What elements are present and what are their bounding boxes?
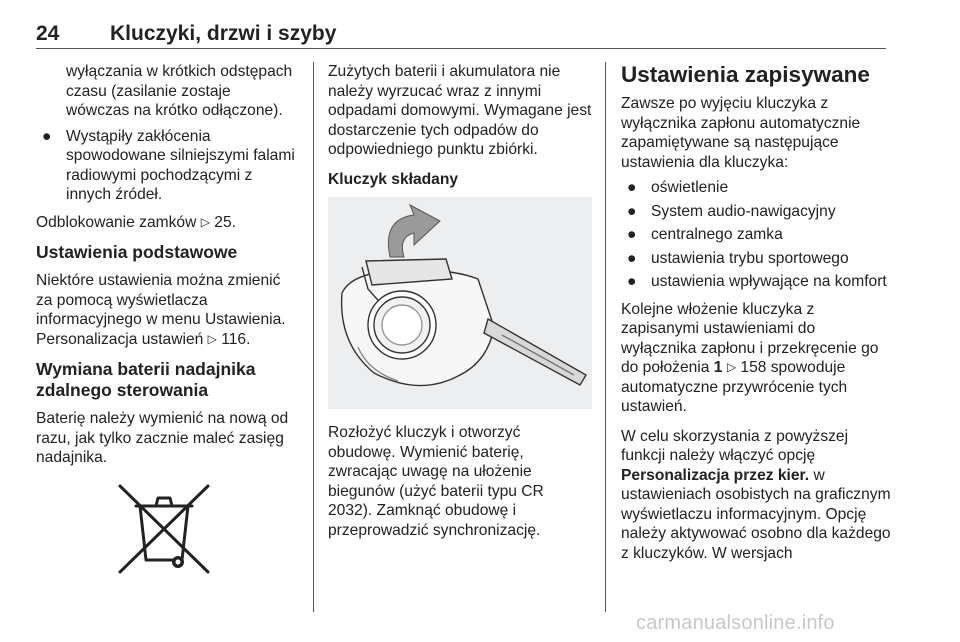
list-item-text: System audio-nawigacyjny xyxy=(651,202,836,220)
restore-paragraph xyxy=(621,300,891,417)
list-item-text: centralnego zamka xyxy=(651,226,783,243)
basic-text: Niektóre ustawienia można zmienić za pomocą wyświetlacza informacyjnego w menu Ustawienia. Personalizacja ustawień xyxy=(36,272,286,348)
saved-settings-list xyxy=(621,178,891,292)
bullet-icon: ● xyxy=(627,202,637,220)
list-item xyxy=(36,127,298,205)
list-item xyxy=(621,272,891,292)
restore-text: Kolejne włożenie kluczyka z zapisanymi ustawieniami do wyłącznika zapłonu i przekręcenie go do położenia xyxy=(621,300,879,376)
option-label: Personalizacja przez kier. xyxy=(621,466,810,484)
running-title: Kluczyki, drzwi i szyby xyxy=(110,22,337,45)
list-item xyxy=(621,178,891,198)
column-right xyxy=(621,62,891,573)
option-text-b: w ustawieniach osobistych na graficznym wyświetlaczu informacyjnym. Opcję należy aktywować osobno dla każdego z kluczyków. W wersjach xyxy=(621,466,891,562)
unlock-paragraph xyxy=(36,213,298,233)
column-divider-2 xyxy=(605,62,606,612)
basic-paragraph xyxy=(36,271,298,349)
column-left xyxy=(36,62,298,574)
option-text-a: W celu skorzystania z powyższej funkcji należy włączyć opcję xyxy=(621,427,849,464)
list-item xyxy=(621,202,891,222)
bullet-list xyxy=(36,127,298,205)
steps-paragraph: Rozłożyć kluczyk i otworzyć obudowę. Wymienić baterię, zwracając uwagę na ułożenie biegunów (użyć baterii typu CR 2032). Zamknąć obudowę i przeprowadzić synchronizację. xyxy=(328,424,544,539)
list-item-text: ustawienia wpływające na komfort xyxy=(651,273,887,290)
ignition-position: 1 xyxy=(713,359,723,376)
list-item-text: Wystąpiły zakłócenia spowodowane silniejszymi falami radiowymi pochodzącymi z innych źródeł. xyxy=(66,127,295,203)
bullet-icon: ● xyxy=(627,226,637,243)
list-item-text: oświetlenie xyxy=(651,179,729,196)
bullet-icon: ● xyxy=(627,273,637,290)
folding-key-illustration xyxy=(328,197,592,409)
ref-arrow-icon: ▷ xyxy=(207,331,217,346)
column-divider-1 xyxy=(313,62,314,612)
heading-basic-settings: Ustawienia podstawowe xyxy=(36,242,238,262)
ref-arrow-icon: ▷ xyxy=(200,214,210,229)
ref-arrow-icon: ▷ xyxy=(726,360,737,374)
page-number: 24 xyxy=(36,22,60,45)
heading-battery-replacement: Wymiana baterii nadajnika zdalnego sterowania xyxy=(36,359,256,400)
unlock-page-ref[interactable]: 25. xyxy=(214,213,236,231)
list-item xyxy=(621,225,891,245)
heading-saved-settings: Ustawienia zapisywane xyxy=(621,62,870,87)
list-item-text: ustawienia trybu sportowego xyxy=(651,249,849,267)
bullet-icon: ● xyxy=(42,127,52,145)
bullet-icon: ● xyxy=(627,179,637,196)
watermark: carmanualsonline.info xyxy=(636,612,835,634)
column-middle xyxy=(328,62,592,550)
page-header xyxy=(36,0,886,50)
subheading-folding-key: Kluczyk składany xyxy=(328,170,459,188)
continued-bullet-text: wyłączania w krótkich odstępach czasu (zasilanie zostaje wówczas na krótko odłączone). xyxy=(66,63,293,119)
header-rule xyxy=(36,48,886,49)
disposal-paragraph: Zużytych baterii i akumulatora nie należy wyrzucać wraz z innymi odpadami domowymi. Wymagane jest dostarczenie tych odpadów do odpowiedniego punktu zbiórki. xyxy=(328,63,592,158)
unlock-text: Odblokowanie zamków xyxy=(36,213,197,231)
crossed-bin-icon xyxy=(116,482,212,574)
battery-paragraph: Baterię należy wymienić na nową od razu, jak tylko zacznie maleć zasięg nadajnika. xyxy=(36,410,289,466)
option-paragraph xyxy=(621,427,891,564)
basic-page-ref[interactable]: 116. xyxy=(221,330,251,348)
list-item xyxy=(621,249,891,269)
restore-page-ref[interactable]: 158 spowoduje automatyczne przywrócenie tych ustawień. xyxy=(621,359,848,415)
bullet-icon: ● xyxy=(627,249,637,267)
saved-intro: Zawsze po wyjęciu kluczyka z wyłącznika zapłonu automatycznie zapamiętywane są następujące ustawienia dla kluczyka: xyxy=(621,95,861,171)
